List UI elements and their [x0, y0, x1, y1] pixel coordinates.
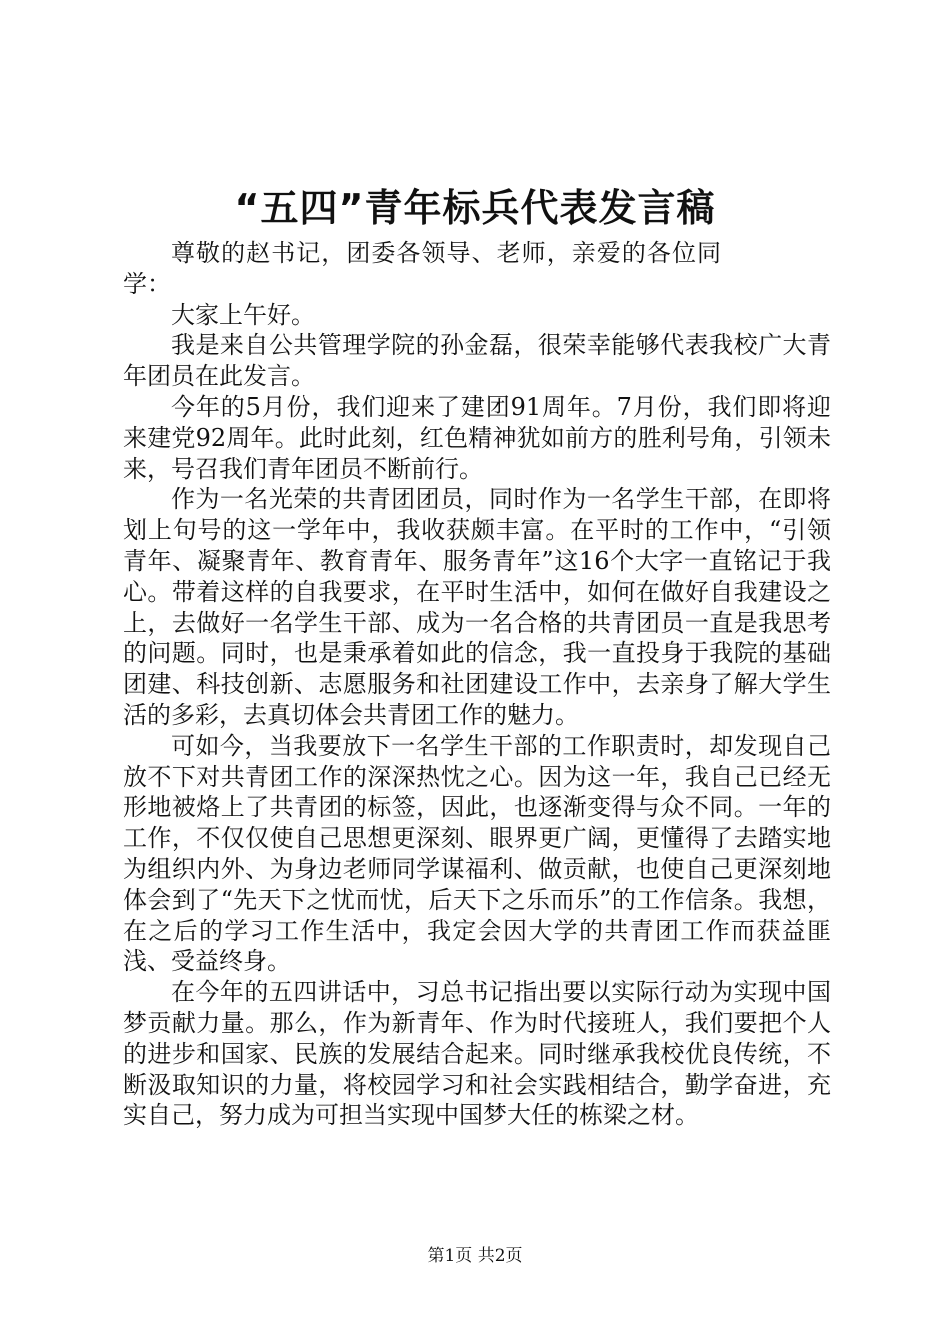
paragraph-chinese-dream: 在今年的五四讲话中，习总书记指出要以实际行动为实现中国梦贡献力量。那么，作为新青年、作为时代接班人，我们要把个人的进步和国家、民族的发展结合起来。同时继承我校优良传统，不断汲取知识的力量，将校园学习和社会实践相结合，勤学奋进，充实自己，努力成为可担当实现中国梦大任的栋梁之材。 [123, 978, 831, 1130]
document-body [123, 238, 831, 1131]
paragraph-anniversary: 今年的5月份，我们迎来了建团91周年。7月份，我们即将迎来建党92周年。此时此刻，红色精神犹如前方的胜利号角，引领未来，号召我们青年团员不断前行。 [123, 392, 831, 483]
paragraph-greeting: 大家上午好。 [171, 300, 315, 329]
paragraph-experience: 作为一名光荣的共青团团员，同时作为一名学生干部，在即将划上句号的这一学年中，我收获颇丰富。在平时的工作中，“引领青年、凝聚青年、教育青年、服务青年”这16个大字一直铭记于我心。带着这样的自我要求，在平时生活中，如何在做好自我建设之上，去做好一名学生干部、成为一名合格的共青团员一直是我思考的问题。同时，也是秉承着如此的信念，我一直投身于我院的基础团建、科技创新、志愿服务和社团建设工作中，去亲身了解大学生活的多彩，去真切体会共青团工作的魅力。 [123, 485, 831, 729]
page-number-footer: 第1页 共2页 [427, 1246, 523, 1266]
paragraph-intro: 我是来自公共管理学院的孙金磊，很荣幸能够代表我校广大青年团员在此发言。 [123, 331, 831, 391]
document-title: “五四”青年标兵代表发言稿 [234, 186, 716, 230]
paragraph-reflection: 可如今，当我要放下一名学生干部的工作职责时，却发现自己放不下对共青团工作的深深热忱之心。因为这一年，我自己已经无形地被烙上了共青团的标签，因此，也逐渐变得与众不同。一年的工作，不仅仅使自己思想更深刻、眼界更广阔，更懂得了去踏实地为组织内外、为身边老师同学谋福利、做贡献，也使自己更深刻地体会到了“先天下之忧而忧，后天下之乐而乐”的工作信条。我想，在之后的学习工作生活中，我定会因大学的共青团工作而获益匪浅、受益终身。 [123, 731, 831, 976]
paragraph-salutation: 尊敬的赵书记，团委各领导、老师，亲爱的各位同学： [123, 239, 721, 298]
